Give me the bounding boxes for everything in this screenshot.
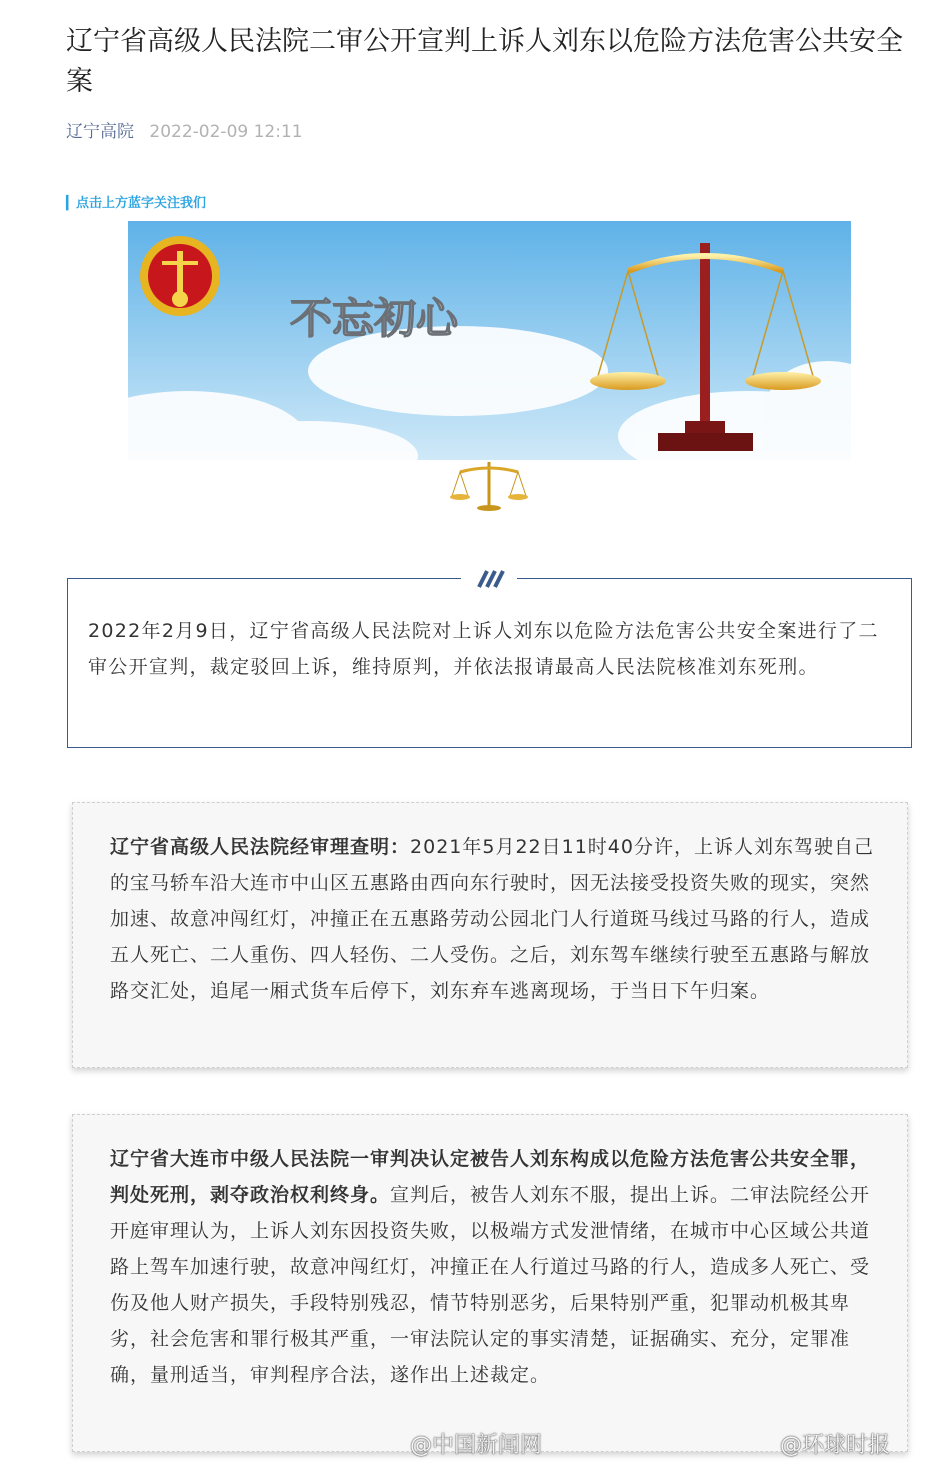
finding-lead: 辽宁省高级人民法院经审理查明： — [110, 836, 411, 858]
author-link[interactable]: 辽宁高院 — [66, 122, 134, 142]
ruling-lead: 辽宁省大连市中级人民法院一审判决认定被告人刘东构成以危险方法危害公共安全罪，判处死刑，剥夺政治权利终身。 — [110, 1148, 871, 1206]
publish-time: 2022-02-09 12:11 — [149, 122, 303, 142]
small-scale-icon — [448, 458, 530, 514]
banner-image — [128, 221, 851, 460]
hand-icon: ▎ — [66, 196, 76, 211]
finding-box — [72, 802, 908, 1068]
finding-paragraph — [110, 829, 874, 1009]
watermark-huanqiu: @环球时报 — [780, 1433, 891, 1458]
court-emblem-icon — [140, 236, 220, 316]
summary-box — [67, 578, 912, 748]
watermark-chinanews: @中国新闻网 — [410, 1433, 543, 1458]
ruling-paragraph — [110, 1141, 874, 1393]
follow-hint — [66, 192, 206, 211]
article-meta — [66, 117, 303, 142]
article-title: 辽宁省高级人民法院二审公开宣判上诉人刘东以危险方法危害公共安全案 — [66, 26, 903, 97]
summary-text: 2022年2月9日，辽宁省高级人民法院对上诉人刘东以危险方法危害公共安全案进行了二审公开宣判，裁定驳回上诉，维持原判，并依法报请最高人民法院核准刘东死刑。 — [88, 620, 879, 678]
follow-hint-text: 点击上方蓝字关注我们 — [76, 196, 207, 211]
slash-decoration-icon — [461, 565, 517, 593]
banner-slogan: 不忘初心 — [290, 294, 459, 343]
finding-text: 2021年5月22日11时40分许，上诉人刘东驾驶自己的宝马轿车沿大连市中山区五惠路由西向东行驶时，因无法接受投资失败的现实，突然加速、故意冲闯红灯，冲撞正在五惠路劳动公园北门人行道斑马线过马路的行人，造成五人死亡、二人重伤、四人轻伤、二人受伤。之后，刘东驾车继续行驶至五惠路与解放路交汇处，追尾一厢式货车后停下，刘东弃车逃离现场，于当日下午归案。 — [110, 836, 874, 1002]
ruling-box — [72, 1114, 908, 1452]
ruling-text: 宣判后，被告人刘东不服，提出上诉。二审法院经公开开庭审理认为，上诉人刘东因投资失败，以极端方式发泄情绪，在城市中心区域公共道路上驾车加速行驶，故意冲闯红灯，冲撞正在人行道过马路的行人，造成多人死亡、受伤及他人财产损失，手段特别残忍，情节特别恶劣，后果特别严重，犯罪动机极其卑劣，社会危害和罪行极其严重，一审法院认定的事实清楚，证据确实、充分，定罪准确，量刑适当，审判程序合法，遂作出上述裁定。 — [110, 1184, 871, 1386]
